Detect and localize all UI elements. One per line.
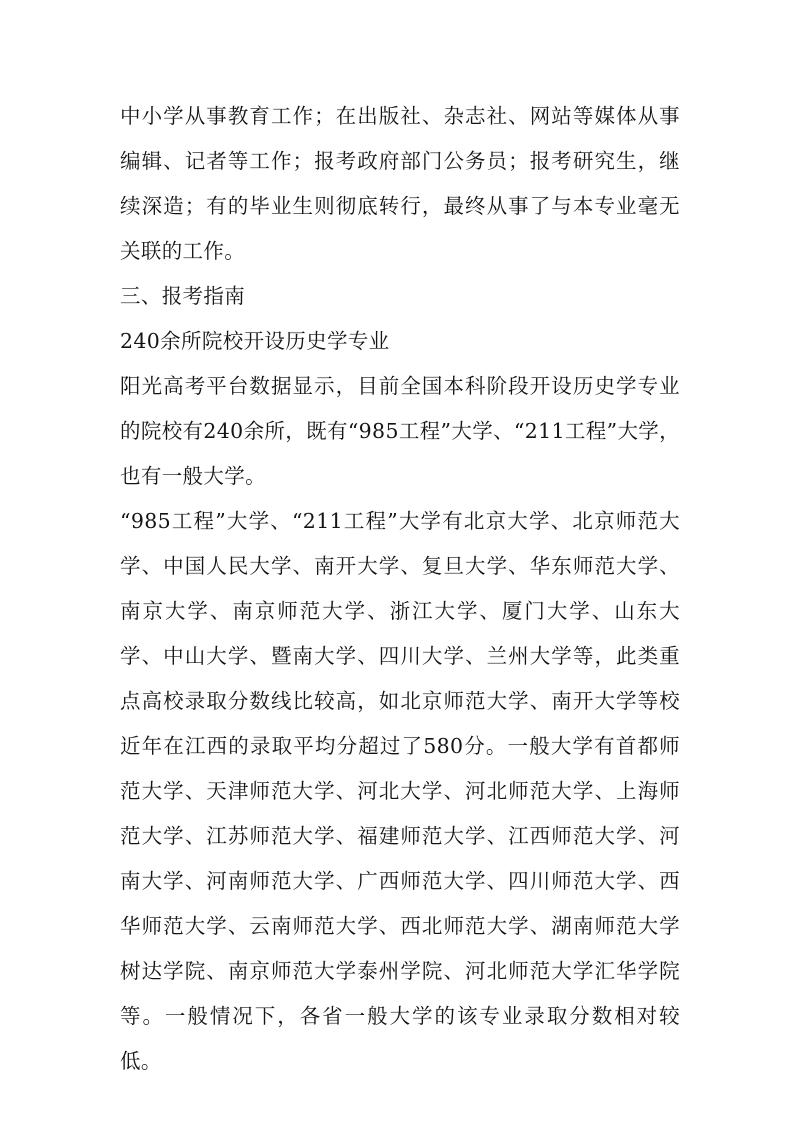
document-body (120, 94, 680, 1084)
paragraph-career-paths: 中小学从事教育工作；在出版社、杂志社、网站等媒体从事编辑、记者等工作；报考政府部门公务员；报考研究生，继续深造；有的毕业生则彻底转行，最终从事了与本专业毫无关联的工作。 (120, 104, 680, 263)
paragraph-university-list: “985工程”大学、“211工程”大学有北京大学、北京师范大学、中国人民大学、南开大学、复旦大学、华东师范大学、南京大学、南京师范大学、浙江大学、厦门大学、山东大学、中山大学、暨南大学、四川大学、兰州大学等，此类重点高校录取分数线比较高，如北京师范大学、南开大学等校近年在江西的录取平均分超过了580分。一般大学有首都师范大学、天津师范大学、河北大学、河北师范大学、上海师范大学、江苏师范大学、福建师范大学、江西师范大学、河南大学、河南师范大学、广西师范大学、四川师范大学、西华师范大学、云南师范大学、西北师范大学、湖南师范大学树达学院、南京师范大学泰州学院、河北师范大学汇华学院等。一般情况下，各省一般大学的该专业录取分数相对较低。 (120, 509, 680, 1073)
section-heading-application-guide: 三、报考指南 (120, 284, 246, 308)
paragraph-platform-data: 阳光高考平台数据显示，目前全国本科阶段开设历史学专业的院校有240余所，既有“985工程”大学、“211工程”大学，也有一般大学。 (120, 374, 681, 488)
subheading-institution-count: 240余所院校开设历史学专业 (120, 329, 390, 353)
